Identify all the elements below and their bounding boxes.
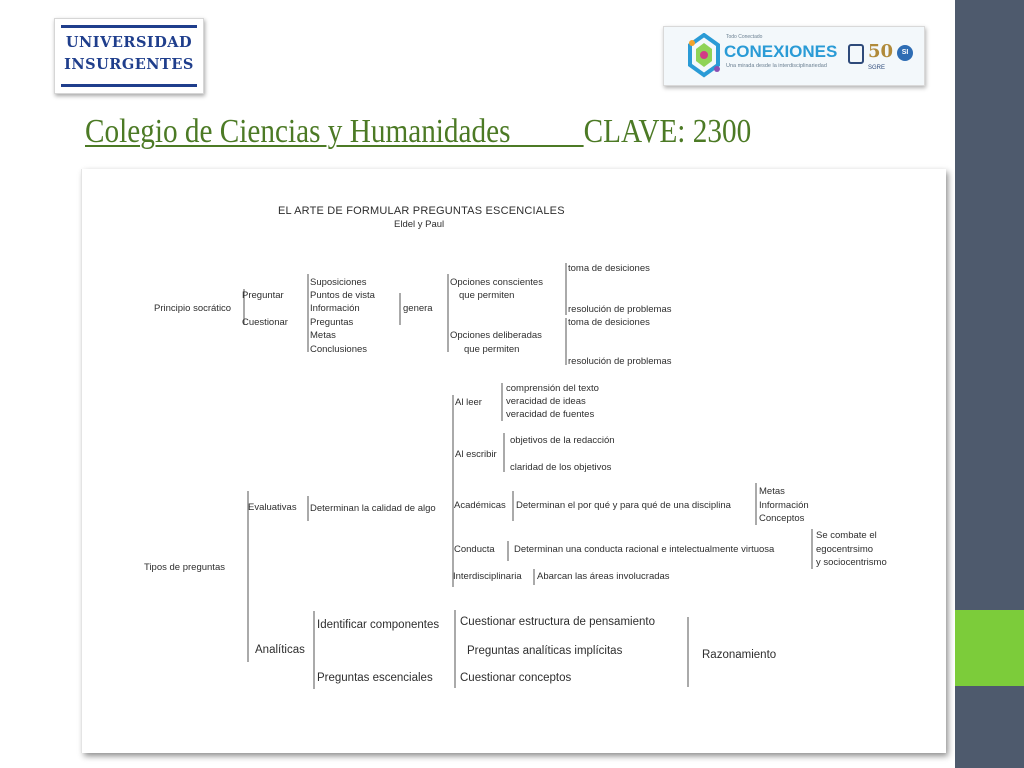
item-informacion: Información: [310, 303, 360, 314]
item-puntos-de-vista: Puntos de vista: [310, 290, 375, 301]
logo-rule-top: [61, 25, 197, 28]
principio-root: Principio socrático: [154, 303, 232, 314]
result-resolucion-2: resolución de problemas: [568, 356, 672, 367]
logo-line-2: INSURGENTES: [64, 56, 194, 73]
anniversary-number: 50: [868, 41, 894, 62]
option-deliberadas-line2: que permiten: [464, 344, 520, 355]
conexiones-mark-icon: [686, 33, 722, 79]
interdisciplinaria-desc: Abarcan las áreas involucradas: [537, 571, 670, 582]
evaluativas-desc: Determinan la calidad de algo: [310, 503, 436, 514]
conducta-desc: Determinan una conducta racional e intelectualmente virtuosa: [514, 544, 775, 555]
academicas-label: Académicas: [454, 500, 506, 511]
side-accent-block: [955, 610, 1024, 686]
concept-map-figure: [82, 169, 946, 753]
item-metas: Metas: [310, 330, 336, 341]
item-preguntas: Preguntas: [310, 317, 354, 328]
unam-crest-icon: [848, 44, 864, 64]
tipos-root: Tipos de preguntas: [144, 562, 225, 573]
interdisciplinaria-label: Interdisciplinaria: [453, 571, 522, 582]
conducta-label: Conducta: [454, 544, 495, 555]
conexiones-logo: [663, 26, 925, 86]
result-toma-1: toma de desiciones: [568, 263, 650, 274]
diagram-authors: Eldel y Paul: [394, 219, 445, 230]
al-leer-label: Al leer: [455, 397, 482, 408]
verb-genera: genera: [403, 303, 433, 314]
academicas-item-conceptos: Conceptos: [759, 513, 805, 524]
item-conclusiones: Conclusiones: [310, 344, 368, 355]
conducta-note-3: y sociocentrismo: [816, 557, 887, 568]
al-leer-item-1: comprensión del texto: [506, 383, 599, 394]
concept-map-brackets: [82, 169, 946, 753]
option-deliberadas-line1: Opciones deliberadas: [450, 330, 542, 341]
clave-text: CLAVE: 2300: [583, 113, 752, 150]
option-conscientes-line2: que permiten: [459, 290, 515, 301]
analiticas-sub-implicitas: Preguntas analíticas implícitas: [467, 645, 623, 657]
diagram-title: EL ARTE DE FORMULAR PREGUNTAS ESCENCIALES: [278, 205, 565, 217]
universidad-insurgentes-logo: [54, 18, 204, 94]
al-escribir-item-1: objetivos de la redacción: [510, 435, 615, 446]
analiticas-sub-conceptos: Cuestionar conceptos: [460, 672, 572, 684]
conducta-note-1: Se combate el: [816, 530, 877, 541]
result-resolucion-1: resolución de problemas: [568, 304, 672, 315]
logo-rule-bottom: [61, 84, 197, 87]
al-escribir-label: Al escribir: [455, 449, 497, 460]
al-escribir-item-2: claridad de los objetivos: [510, 462, 612, 473]
action-cuestionar: Cuestionar: [242, 317, 288, 328]
item-suposiciones: Suposiciones: [310, 277, 367, 288]
analiticas-label: Analíticas: [255, 644, 305, 656]
al-leer-item-3: veracidad de fuentes: [506, 409, 595, 420]
analiticas-item-identificar: Identificar componentes: [317, 619, 440, 631]
logo-line-1: UNIVERSIDAD: [65, 34, 193, 51]
title-text: Colegio de Ciencias y Humanidades: [85, 113, 511, 150]
si-badge: SI: [897, 45, 913, 61]
academicas-item-metas: Metas: [759, 486, 785, 497]
conexiones-wordmark: CONEXIONES: [724, 42, 838, 61]
analiticas-result: Razonamiento: [702, 649, 777, 661]
option-conscientes-line1: Opciones conscientes: [450, 277, 543, 288]
anniversary-subtext: SGRE: [868, 65, 886, 71]
result-toma-2: toma de desiciones: [568, 317, 650, 328]
analiticas-item-escenciales: Preguntas escenciales: [317, 672, 433, 684]
conexiones-small-text: Todo Conectado: [726, 34, 763, 40]
conexiones-tagline: Una mirada desde la interdisciplinariedad: [726, 63, 827, 69]
action-preguntar: Preguntar: [242, 290, 284, 301]
conducta-note-2: egocentrsimo: [816, 544, 874, 555]
analiticas-sub-estructura: Cuestionar estructura de pensamiento: [460, 616, 655, 628]
al-leer-item-2: veracidad de ideas: [506, 396, 586, 407]
evaluativas-label: Evaluativas: [248, 502, 297, 513]
academicas-item-informacion: Información: [759, 500, 809, 511]
academicas-desc: Determinan el por qué y para qué de una disciplina: [516, 500, 731, 511]
page-title: [85, 112, 751, 152]
